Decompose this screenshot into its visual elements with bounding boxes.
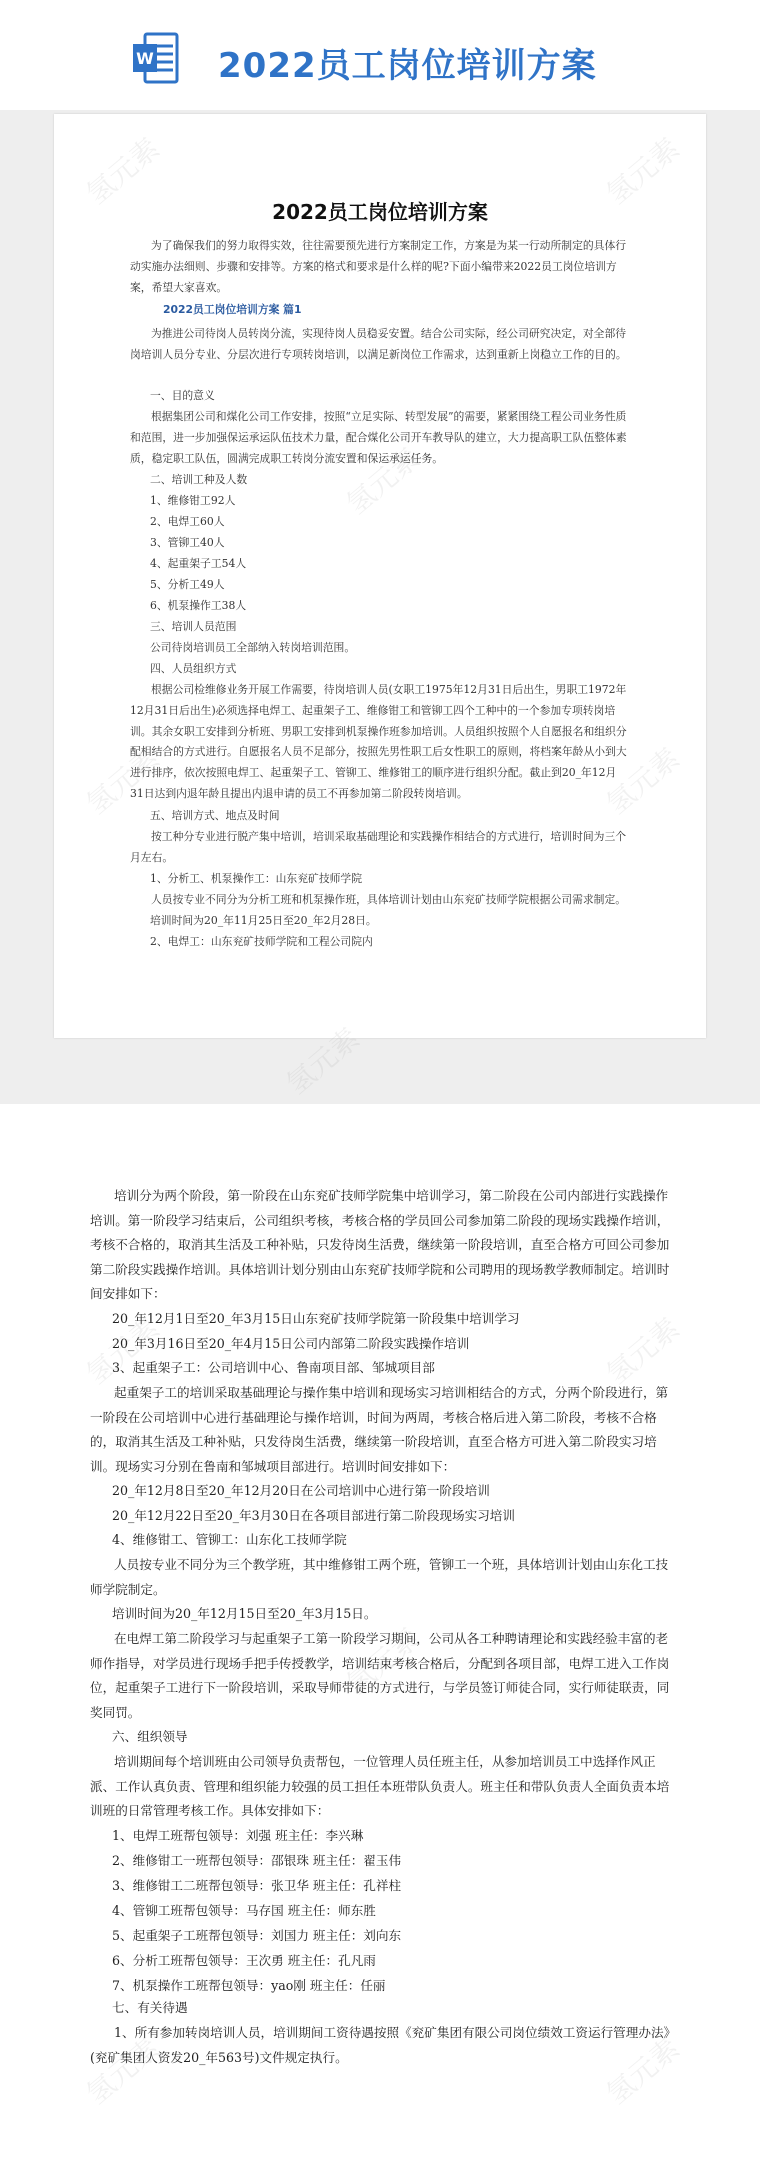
- list-item: 20_年12月1日至20_年3月15日山东兖矿技师学院第一阶段集中培训学习: [112, 1311, 520, 1326]
- page-title: 2022员工岗位培训方案: [272, 200, 488, 224]
- list-item: 4、起重架子工54人: [150, 557, 247, 570]
- list-item: 4、管铆工班帮包领导：马存国 班主任：师东胜: [112, 1903, 376, 1918]
- trades-list: [150, 491, 246, 617]
- list-item: 4、维修钳工、管铆工：山东化工技师学院: [112, 1532, 347, 1547]
- list-item: 2、电焊工：山东兖矿技师学院和工程公司院内: [150, 935, 373, 948]
- heading-scope: 三、培训人员范围: [150, 620, 237, 633]
- section-subtitle: 2022员工岗位培训方案 篇1: [163, 303, 302, 316]
- watermark: 氢元素: [600, 2031, 686, 2111]
- method-paragraph: 按工种分专业进行脱产集中培训，培训采取基础理论和实践操作相结合的方式进行，培训时间为三个月左右。: [130, 830, 627, 864]
- watermark: 氢元素: [600, 1311, 686, 1391]
- heading-organization: 四、人员组织方式: [150, 662, 237, 675]
- leaders-list: [112, 1824, 401, 1999]
- heading-method: 五、培训方式、地点及时间: [150, 809, 280, 822]
- heading-purpose: 一、目的意义: [150, 389, 215, 402]
- watermark: 氢元素: [80, 1311, 166, 1391]
- scope-paragraph: 公司待岗培训员工全部纳入转岗培训范围。: [150, 641, 356, 654]
- list-item: 1、维修钳工92人: [150, 494, 236, 507]
- list-item: 5、起重架子工班帮包领导：刘国力 班主任：刘向东: [112, 1928, 402, 1943]
- benefits-paragraph: 1、所有参加转岗培训人员，培训期间工资待遇按照《兖矿集团有限公司岗位绩效工资运行管理办法》(兖矿集团人资发20_年563号)文件规定执行。: [90, 2025, 670, 2065]
- list-item: 6、分析工班帮包领导：王次勇 班主任：孔凡雨: [112, 1953, 376, 1968]
- list-item: 5、分析工49人: [150, 578, 225, 591]
- fitter-training-paragraph: 人员按专业不同分为三个教学班，其中维修钳工两个班，管铆工一个班，具体培训计划由山东化工技师学院制定。: [90, 1557, 669, 1597]
- method-paragraph-3: 培训时间为20_年11月25日至20_年2月28日。: [150, 914, 377, 927]
- svg-text:W: W: [136, 49, 154, 68]
- heading-benefits: 七、有关待遇: [112, 2000, 188, 2015]
- training-period-text: 培训时间为20_年12月15日至20_年3月15日。: [112, 1606, 377, 1621]
- banner-title: 2022员工岗位培训方案: [218, 46, 597, 86]
- header-banner: [0, 0, 760, 110]
- intro-paragraph: 为了确保我们的努力取得实效，往往需要预先进行方案制定工作，方案是为某一行动所制定的具体行动实施办法细则、步骤和安排等。方案的格式和要求是什么样的呢?下面小编带来2022员工岗位培训方案，希望大家喜欢。: [130, 239, 627, 294]
- watermark: 氢元素: [340, 1621, 426, 1701]
- word-doc-icon: [133, 32, 179, 84]
- list-item: 2、维修钳工一班帮包领导：邵银珠 班主任：翟玉伟: [112, 1853, 402, 1868]
- list-item: 3、维修钳工二班帮包领导：张卫华 班主任：孔祥柱: [112, 1878, 402, 1893]
- method-paragraph-2: 人员按专业不同分为分析工班和机泵操作班，具体培训计划由山东兖矿技师学院根据公司需求制定。: [151, 893, 627, 906]
- training-stages-paragraph: 培训分为两个阶段，第一阶段在山东兖矿技师学院集中培训学习，第二阶段在公司内部进行实践操作培训。第一阶段学习结束后，公司组织考核，考核合格的学员回公司参加第二阶段的现场实践操作培训，考核不合格的，取消其生活及工种补贴，只发待岗生活费，继续第一阶段培训，直至合格方可回公司参加第二阶段实践操作培训。具体培训计划分别由山东兖矿技师学院和公司聘用的现场教学教师制定。培训时间安排如下：: [90, 1188, 670, 1302]
- rigger-training-paragraph: 起重架子工的培训采取基础理论与操作集中培训和现场实习培训相结合的方式，分两个阶段进行，第一阶段在公司培训中心进行基础理论与操作培训，时间为两周，考核合格后进入第二阶段，考核不合格的，取消其生活及工种补贴，只发待岗生活费，继续第一阶段培训，直至合格方可进入第二阶段实习培训。现场实习分别在鲁南和邹城项目部进行。培训时间安排如下：: [90, 1385, 669, 1474]
- schedule-list: [112, 1307, 520, 1357]
- list-item: 3、管铆工40人: [150, 536, 225, 549]
- list-item: 20_年3月16日至20_年4月15日公司内部第二阶段实践操作培训: [112, 1336, 470, 1351]
- heading-leadership: 六、组织领导: [112, 1729, 188, 1744]
- purpose-intro-paragraph: 为推进公司待岗人员转岗分流，实现待岗人员稳妥安置。结合公司实际，经公司研究决定，对全部待岗培训人员分专业、分层次进行专项转岗培训，以满足新岗位工作需求，达到重新上岗稳立工作的目的。: [130, 327, 627, 361]
- list-item: 20_年12月8日至20_年12月20日在公司培训中心进行第一阶段培训: [112, 1483, 490, 1498]
- list-item: 1、分析工、机泵操作工：山东兖矿技师学院: [150, 872, 363, 885]
- watermark: 氢元素: [80, 2031, 166, 2111]
- list-item: 7、机泵操作工班帮包领导：yao刚 班主任：任丽: [112, 1978, 386, 1993]
- organization-paragraph: 根据公司检维修业务开展工作需要，待岗培训人员(女职工1975年12月31日后出生，男职工1972年12月31日后出生)必须选择电焊工、起重架子工、维修钳工和管铆工四个工种中的一个参加专项转岗培训。其余女职工安排到分析班、男职工安排到机泵操作班参加培训。人员组织按照个人自愿报名和组织分配相结合的方式进行。自愿报名人员不足部分，按照先男性职工后女性职工的原则，将档案年龄从小到大进行排序，依次按照电焊工、起重架子工、管铆工、维修钳工的顺序进行组织分配。截止到20_年12月31日达到内退年龄且提出内退申请的员工不再参加第二阶段转岗培训。: [130, 683, 627, 800]
- list-item: 6、机泵操作工38人: [150, 599, 247, 612]
- purpose-paragraph: 根据集团公司和煤化公司工作安排，按照“立足实际、转型发展”的需要，紧紧围绕工程公司业务性质和范围，进一步加强保运承运队伍技术力量，配合煤化公司开车教导队的建立，大力提高职工队伍整体素质，稳定职工队伍，圆满完成职工转岗分流安置和保运承运任务。: [130, 410, 627, 465]
- leadership-paragraph: 培训期间每个培训班由公司领导负责帮包，一位管理人员任班主任，从参加培训员工中选择作风正派、工作认真负责、管理和组织能力较强的员工担任本班带队负责人。班主任和带队负责人全面负责本培训班的日常管理考核工作。具体安排如下：: [90, 1754, 670, 1819]
- mentoring-paragraph: 在电焊工第二阶段学习与起重架子工第一阶段学习期间，公司从各工种聘请理论和实践经验丰富的老师作指导，对学员进行现场手把手传授教学，培训结束考核合格后，分配到各项目部，电焊工进入工作岗位，起重架子工进行下一阶段培训，采取导师带徒的方式进行，与学员签订师徒合同，实行师徒联责，同奖同罚。: [90, 1631, 670, 1720]
- list-item: 3、起重架子工：公司培训中心、鲁南项目部、邹城项目部: [112, 1360, 435, 1375]
- list-item: 20_年12月22日至20_年3月30日在各项目部进行第二阶段现场实习培训: [112, 1508, 515, 1523]
- schedule-list-2: [112, 1479, 515, 1529]
- list-item: 1、电焊工班帮包领导：刘强 班主任：李兴琳: [112, 1828, 364, 1843]
- list-item: 2、电焊工60人: [150, 515, 225, 528]
- heading-trades: 二、培训工种及人数: [150, 473, 248, 486]
